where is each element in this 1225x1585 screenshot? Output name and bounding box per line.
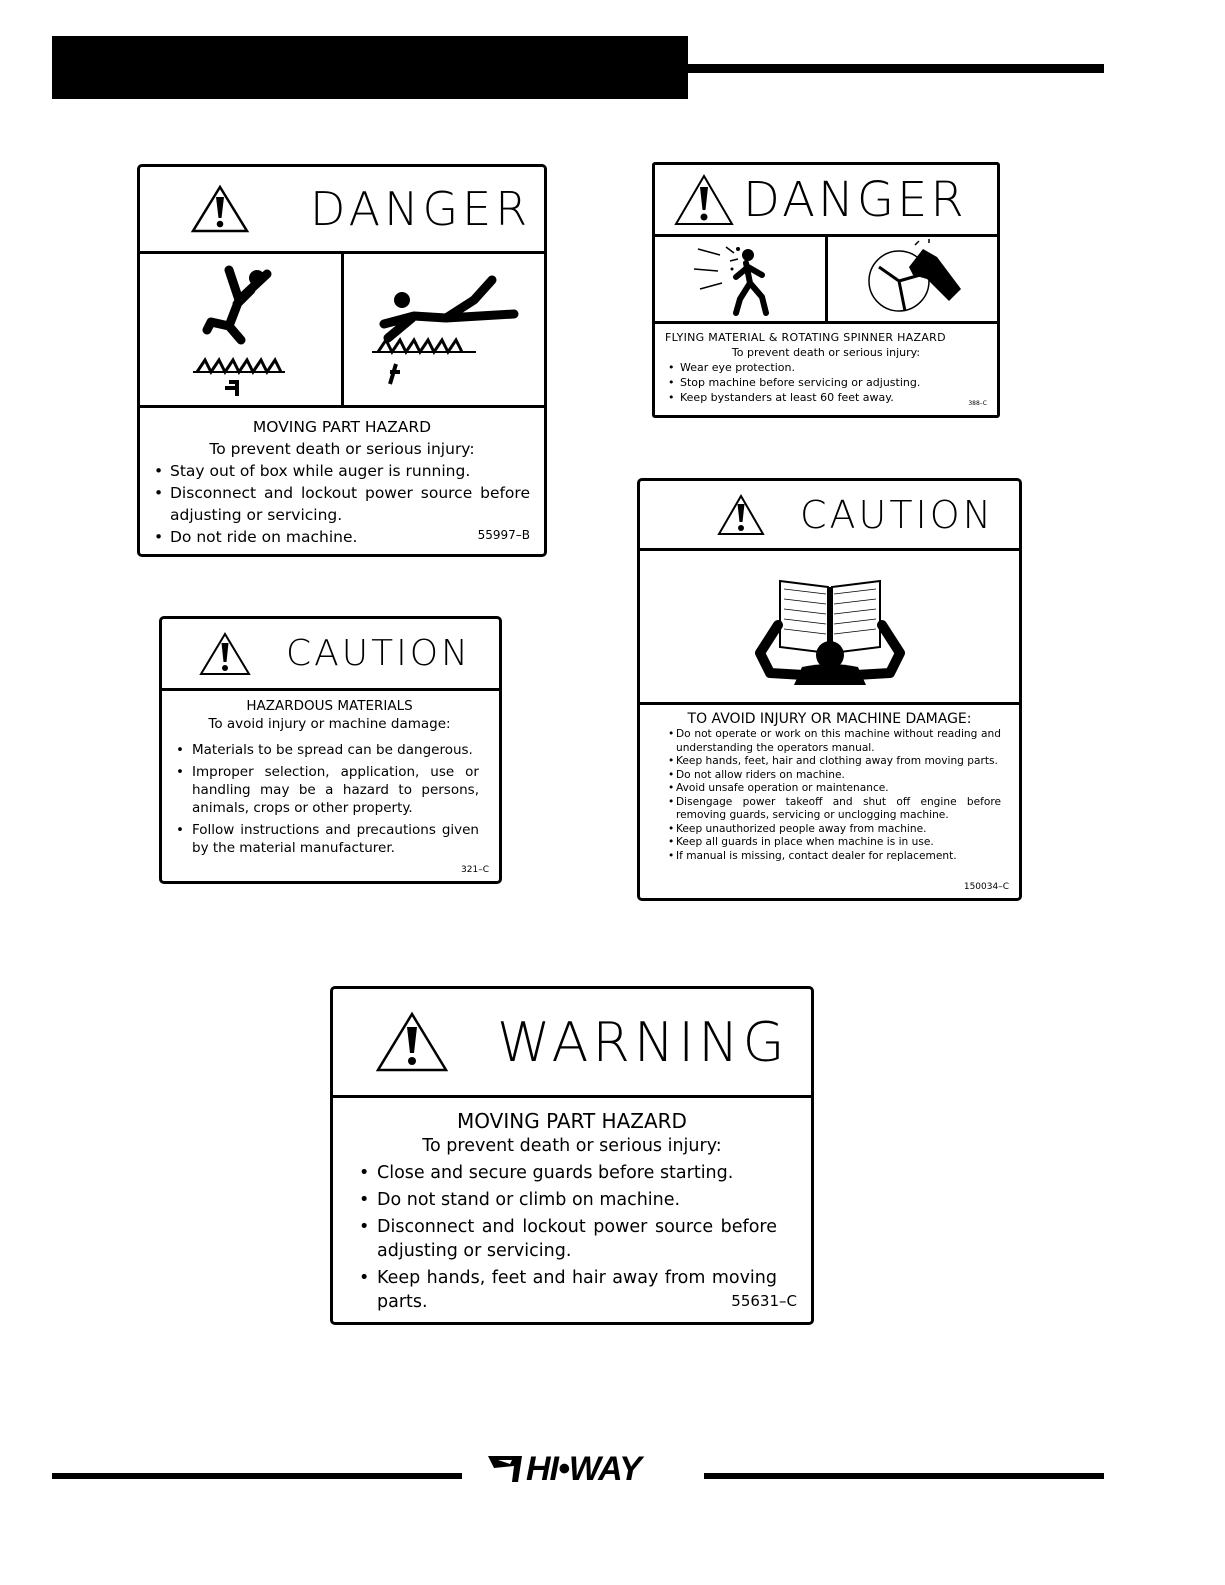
- list-item: • Close and secure guards before starting.: [377, 1161, 777, 1185]
- hazard-title: HAZARDOUS MATERIALS: [246, 698, 413, 714]
- decal-header: [333, 989, 811, 1098]
- signal-word: WARNING: [497, 1010, 789, 1074]
- list-item: • Keep hands, feet, hair and clothing away from moving parts.: [676, 755, 1001, 769]
- hiway-arrow-icon: [488, 1454, 524, 1484]
- list-item: • Do not ride on machine.: [170, 526, 530, 548]
- pictogram-row: [655, 237, 997, 324]
- pictogram-row: [140, 254, 544, 408]
- hazard-intro: To prevent death or serious injury:: [209, 440, 475, 458]
- decal-header: [140, 167, 544, 254]
- decal-body: [140, 408, 544, 548]
- decal-header: [162, 619, 499, 691]
- decal-code: 55631–C: [731, 1292, 797, 1310]
- signal-word: DANGER: [743, 171, 967, 228]
- list-item: • Materials to be spread can be dangerous.: [192, 741, 479, 759]
- decal-code: 388–C: [968, 400, 987, 407]
- decal-caution-hazardous-materials: [159, 616, 502, 884]
- hand-in-spinner-icon: [857, 239, 967, 319]
- instruction-list: [170, 460, 530, 548]
- pictogram-cell: [655, 237, 825, 321]
- person-caught-in-auger-icon: [364, 260, 524, 400]
- instruction-list: [680, 360, 987, 405]
- hazard-title: MOVING PART HAZARD: [252, 418, 432, 436]
- footer-rule-right: [704, 1473, 1104, 1479]
- list-item: • Stay out of box while auger is running.: [170, 460, 530, 482]
- instruction-list: [377, 1161, 777, 1314]
- decal-header: [655, 165, 997, 237]
- list-item: • Disconnect and lockout power source before adjusting or servicing.: [170, 482, 530, 526]
- person-hit-by-debris-icon: [690, 239, 790, 319]
- list-item: • Disengage power takeoff and shut off engine before removing guards, servicing or unclogging machine.: [676, 796, 1001, 823]
- decal-caution-manual: [637, 478, 1022, 901]
- hazard-title: MOVING PART HAZARD: [457, 1109, 687, 1133]
- list-item: • Avoid unsafe operation or maintenance.: [676, 782, 1001, 796]
- decal-danger-moving-part: [137, 164, 547, 557]
- hazard-title: FLYING MATERIAL & ROTATING SPINNER HAZARD: [665, 331, 946, 344]
- warning-triangle-icon: [716, 493, 766, 537]
- warning-triangle-icon: [190, 184, 250, 234]
- brand-logo: [488, 1448, 641, 1490]
- header-black-block: [52, 36, 688, 99]
- pictogram-cell: [640, 551, 1019, 705]
- decal-header: [640, 481, 1019, 551]
- list-item: • Disconnect and lockout power source before adjusting or servicing.: [377, 1215, 777, 1263]
- list-item: • If manual is missing, contact dealer for replacement.: [676, 850, 1001, 864]
- decal-code: 150034–C: [963, 882, 1009, 892]
- decal-body: [162, 691, 499, 857]
- signal-word: DANGER: [310, 182, 532, 236]
- list-item: • Do not allow riders on machine.: [676, 769, 1001, 783]
- signal-word: CAUTION: [800, 492, 995, 537]
- hazard-intro: To prevent death or serious injury:: [422, 1136, 722, 1156]
- person-falling-into-auger-icon: [185, 260, 295, 400]
- pictogram-cell: [341, 254, 545, 405]
- warning-triangle-icon: [375, 1011, 449, 1073]
- header-rule: [688, 64, 1104, 73]
- list-item: • Do not stand or climb on machine.: [377, 1188, 777, 1212]
- list-item: • Keep bystanders at least 60 feet away.: [680, 390, 987, 405]
- list-item: • Keep unauthorized people away from machine.: [676, 823, 1001, 837]
- list-item: • Improper selection, application, use or handling may be a hazard to persons, animals, crops or other property.: [192, 763, 479, 817]
- decal-warning-moving-part: [330, 986, 814, 1325]
- person-reading-manual-icon: [740, 567, 920, 687]
- signal-word: CAUTION: [286, 633, 471, 674]
- decal-body: [655, 324, 997, 405]
- decal-danger-flying-material: [652, 162, 1000, 418]
- warning-triangle-icon: [673, 173, 735, 227]
- decal-body: [333, 1098, 811, 1314]
- list-item: • Do not operate or work on this machine without reading and understanding the operators manual.: [676, 728, 1001, 755]
- pictogram-cell: [140, 254, 341, 405]
- instruction-list: [676, 728, 1001, 863]
- list-item: • Follow instructions and precautions given by the material manufacturer.: [192, 821, 479, 857]
- decal-code: 321–C: [461, 865, 489, 875]
- decal-body: [640, 705, 1019, 863]
- decal-code: 55997–B: [477, 528, 530, 542]
- warning-triangle-icon: [198, 631, 252, 677]
- list-item: • Stop machine before servicing or adjusting.: [680, 375, 987, 390]
- list-item: • Keep hands, feet and hair away from moving parts.: [377, 1266, 777, 1314]
- logo-text: HI•WAY: [526, 1449, 641, 1488]
- list-item: • Wear eye protection.: [680, 360, 987, 375]
- hazard-intro: TO AVOID INJURY OR MACHINE DAMAGE:: [687, 711, 972, 727]
- hazard-intro: To prevent death or serious injury:: [731, 346, 921, 359]
- list-item: • Keep all guards in place when machine is in use.: [676, 836, 1001, 850]
- instruction-list: [192, 741, 479, 857]
- footer-rule-left: [52, 1473, 462, 1479]
- hazard-intro: To avoid injury or machine damage:: [208, 716, 451, 732]
- pictogram-cell: [825, 237, 998, 321]
